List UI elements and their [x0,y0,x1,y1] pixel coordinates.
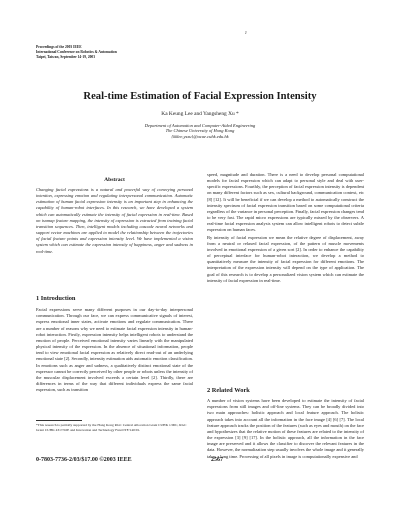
right-column-top [207,172,364,284]
section-heading-introduction: 1 Introduction [36,295,76,302]
affiliation [0,123,400,139]
introduction-section [36,296,193,393]
affiliation-univ: The Chinese University of Hong Kong [165,128,235,134]
footer-isbn: 0-7803-7736-2/03/$17.00 ©2003 IEEE [36,457,132,463]
abstract-heading: Abstract [104,177,125,183]
related-work-section [207,388,364,460]
right-paragraph-2: By intensity of facial expression we mean the relative degree of displacement, away from a neutral or relaxed facial expression, of the pattern of muscle movements involved in emotional expression of a given sort [2]. In order to enhance the capability of perceptual interface for human-robot interaction, we develop a method to quantitatively measure the intensity of facial expression for different emotions. The interpretation of the expression intensity will depend on the type of application. The goal of this research is to develop a personalized vision system which can estimate the intensity of facial expression in real-time. [207,234,364,283]
location-line: Taipei, Taiwan, September 14-19, 2003 [36,54,96,59]
page-number: 2567 [211,457,223,463]
introduction-paragraph: Facial expressions serve many different purposes in our day-to-day interpersonal communication. Through our face, we can express communicative signals of interest, express emotional inner states, activate emotions and regulate communication. There are a number of reasons why we need to estimate facial expression intensity in human-robot interaction. Firstly, expression intensity helps intelligent robots to understand the emotion of people. Perceived emotional intensity varies linearly with the manipulated physical intensity of the expression. In the absence of situational information, people tend to view emotional facial expression as relatively direct read-out of an underlying emotional state [2]. Secondly, intensity estimation aids automatic emotion classification. In emotions such as anger and sadness, a qualitatively distinct emotional state of the expressor cannot be correctly perceived by other people or robots unless the intensity of the muscular displacement involved exceeds a certain level [2]. Thirdly, there are differences in terms of the way that different individuals express the same facial expression, such as transition [36,307,193,393]
page-mark: J [245,30,247,35]
section-heading-related-work: 2 Related Work [207,387,250,394]
abstract-paragraph: Changing facial expressions is a natural and powerful way of conveying personal intention, expressing emotion and regulating interpersonal communication. Automatic estimation of human facial expression intensity is an important step in enhancing the capability of human-robot interfaces. In this research, we have developed a system which can automatically estimate the intensity of facial expression in real-time. Based on isomap feature mapping, the intensity of expression is extracted from training facial transition sequences. Then, intelligent models including cascade neural networks and support vector machines are applied to model the relationship between the trajectories of facial feature points and expression intensity level. We have implemented a vision system which can estimate the expression intensity of happiness, anger and sadness in real-time. [36,187,193,254]
proceedings-header [36,45,117,59]
affiliation-dept: Department of Automation and Computer-Aided Engineering [144,123,256,128]
abstract-text [36,187,193,255]
authors: Ka Keung Lee and Yangsheng Xu * [161,111,239,117]
footnote-rule [36,420,82,421]
conference-line: International Conference on Robotics & Automation [36,49,117,54]
paper-title: Real-time Estimation of Facial Expression Intensity [83,91,317,102]
related-work-paragraph: A number of vision systems have been developed to estimate the intensity of facial expressions from still images and off-line systems. They can be broadly divided into two main approaches: holistic approach and local feature approach. The holistic approach takes into account all the information in the face image [4] [6] [7]. The local feature approach tracks the position of the features (such as eyes and mouth) on the face and hypothesizes that the relative motion of these features are related to the intensity of the expression [3] [9] [17]. In the holistic approach, all the information in the face image are preserved and it allows the classifier to discover the relevant features in the data. However, the normalization step usually involves the whole image and it generally takes a long time. Processing of all pixels in image is computationally expensive and [207,398,364,459]
affiliation-email: {kklee,ysxu}@acae.cuhk.edu.hk [171,133,229,139]
footnote: *This research is partially supported by the Hong Kong RGC Central Allocation Grant CUHK 1/00C, RGC Grant CUHK 4317/02E and Innovation and Technology Fund ITF/140/01. [36,423,187,432]
proceedings-line: Proceedings of the 2003 IEEE [36,45,82,49]
right-paragraph-1: speed, magnitude and duration. There is a need to develop personal computational models for facial expression which can adapt to personal style and deal with user-specific expressions. Fourthly, the perception of facial expression intensity is dependent on many different factors such as sex, cultural background, communication context, etc [8] [12]. It will be beneficial if we can develop a method to automatically construct the intensity spectrum of facial expression transition based on some computational criteria regardless of the variance in personal perception. Finally, facial expression changes tend to be very fast. The rapid micro expressions are typically missed by the observers. A real-time facial expression analysis system can allow intelligent robots to detect subtle expression on human faces. [207,172,364,233]
